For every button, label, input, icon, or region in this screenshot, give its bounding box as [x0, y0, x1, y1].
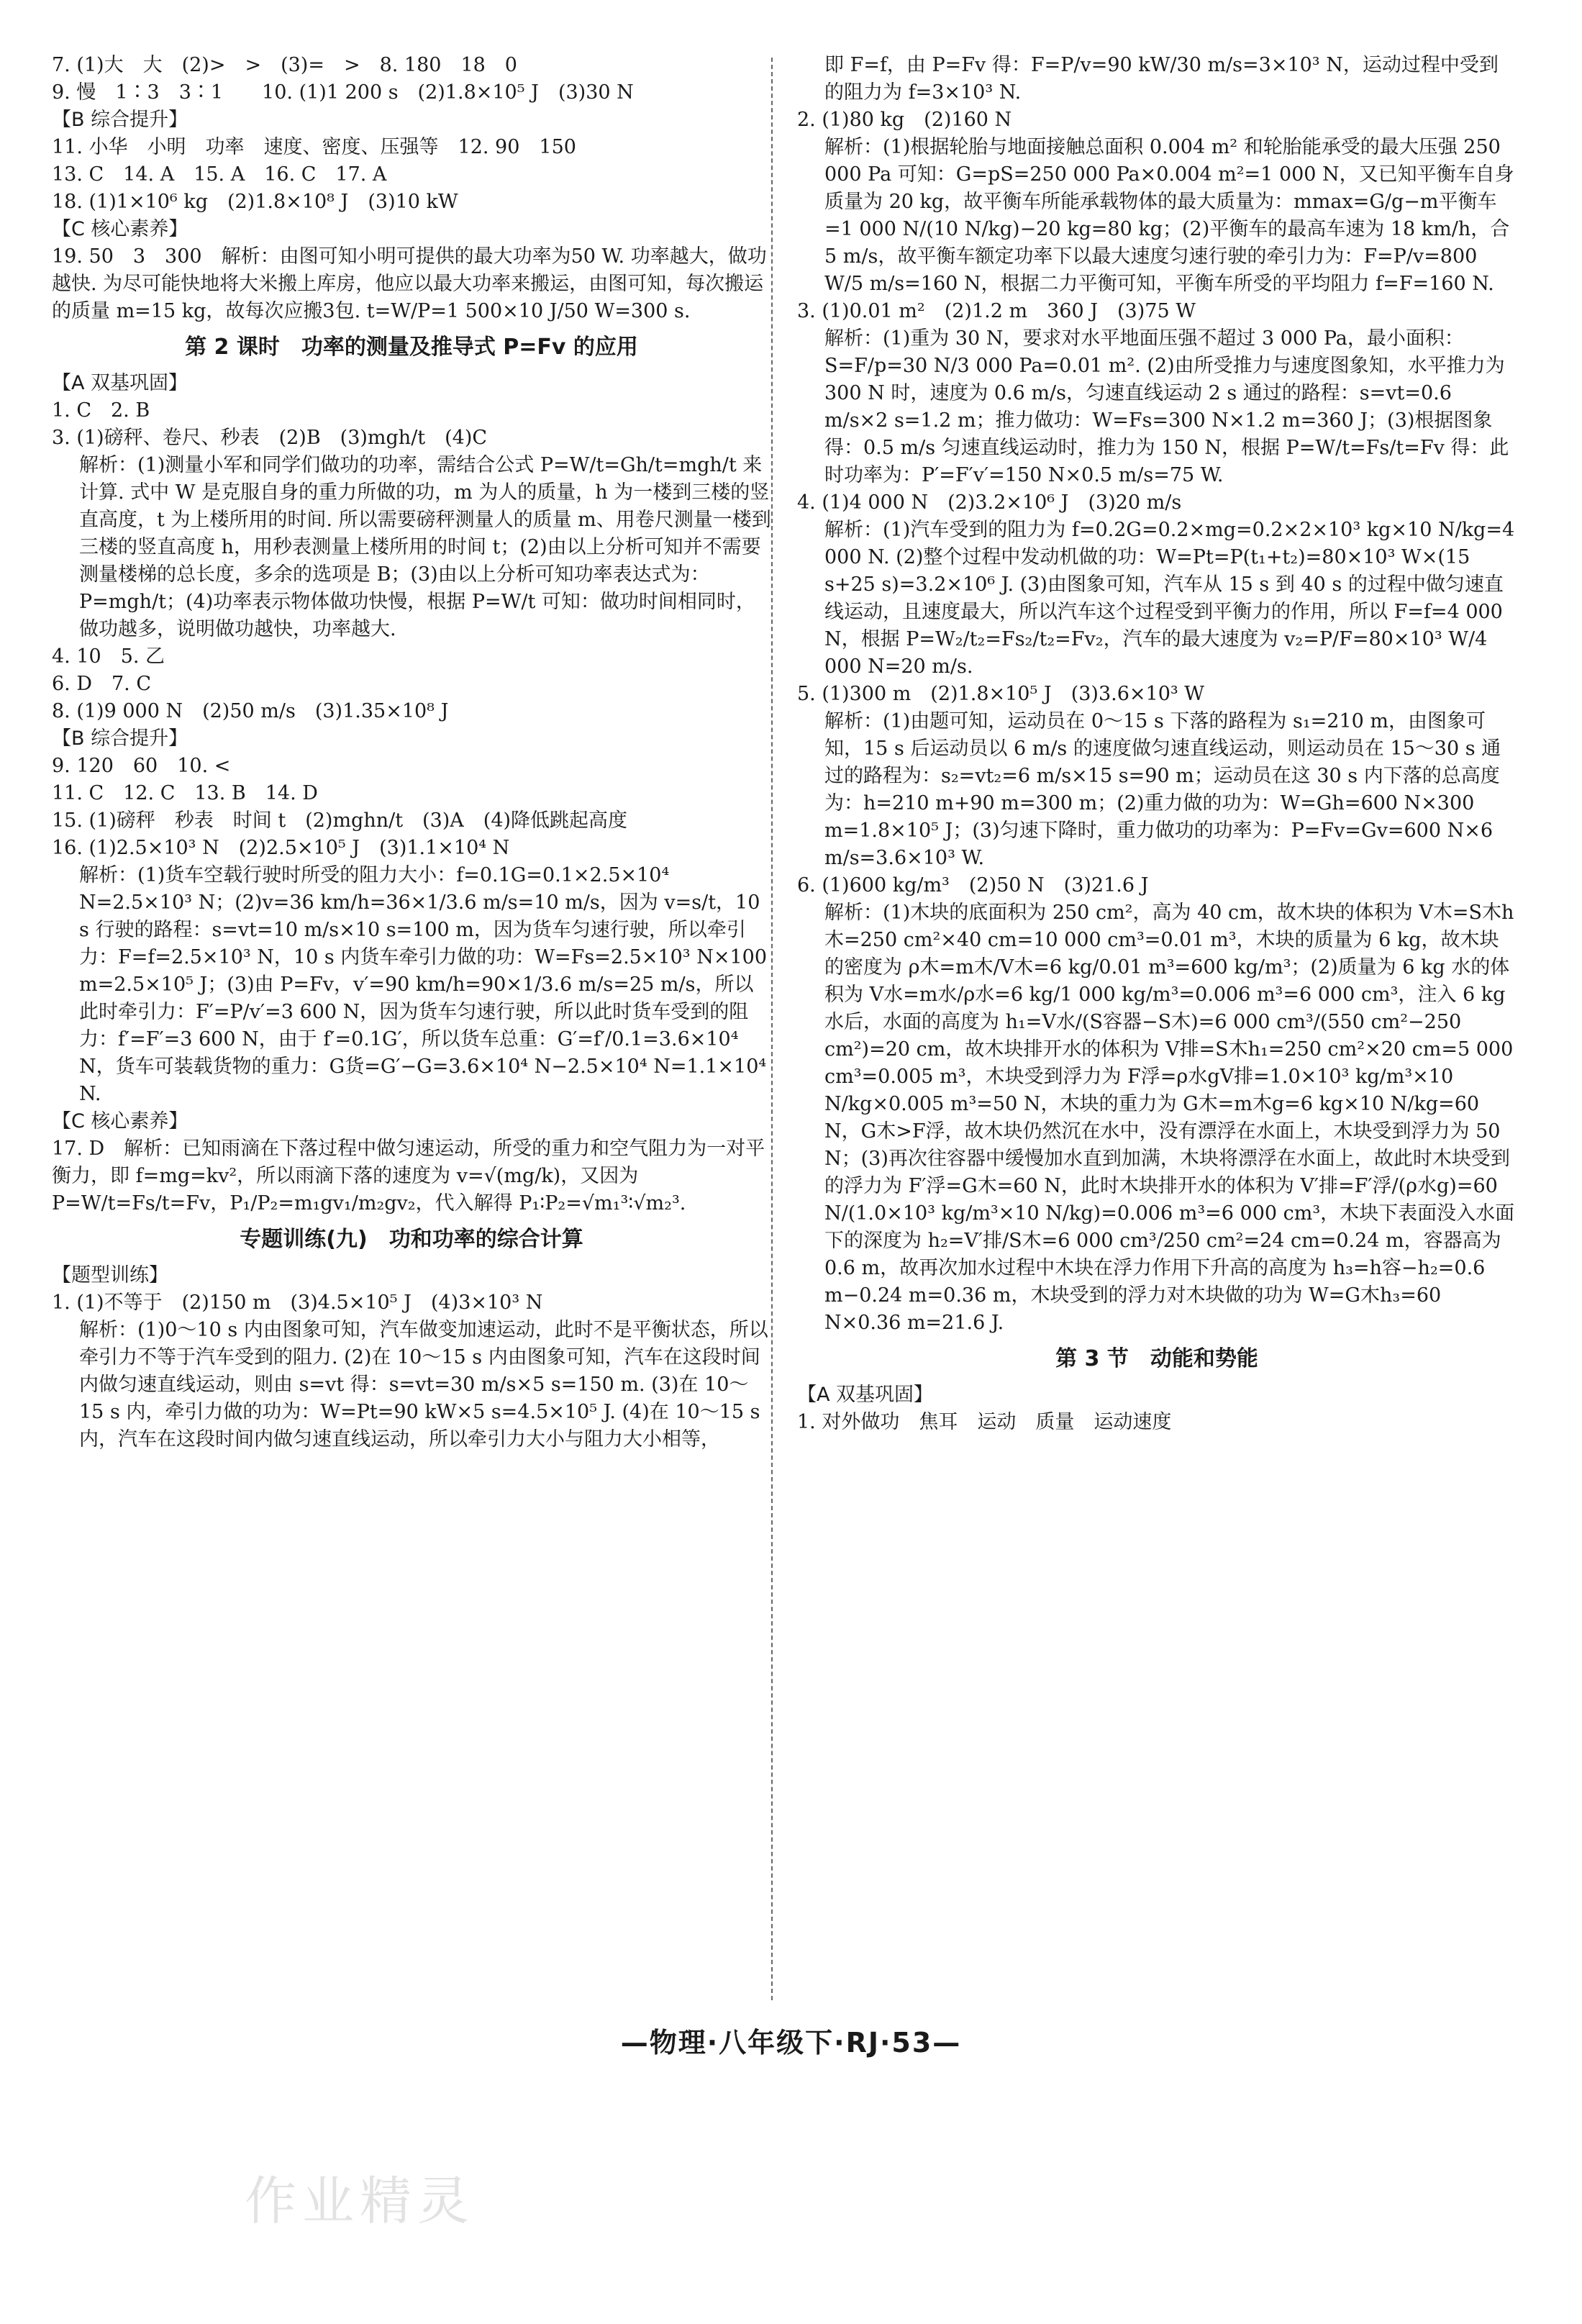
- answer-line: 8. (1)9 000 N (2)50 m/s (3)1.35×10⁸ J: [52, 700, 449, 722]
- answer-line: 1. 对外做功 焦耳 运动 质量 运动速度: [797, 1411, 1172, 1433]
- answer-line: 4. (1)4 000 N (2)3.2×10⁶ J (3)20 m/s: [797, 491, 1182, 514]
- answer-line: 11. 小华 小明 功率 速度、密度、压强等 12. 90 150: [52, 136, 576, 158]
- answer-line: 1. C 2. B: [52, 399, 150, 422]
- solution-text: 解析：(1)0～10 s 内由图象可知，汽车做变加速运动，此时不是平衡状态，所以牵引力不等于汽车受到的阻力. (2)在 10～15 s 内由图象可知，汽车在这段时间内做匀速直线运动，则由 s=vt 得：s=vt=30 m/s×5 s=150 m. (3)在 10～15 s 内，牵引力做的功为：W=Pt=90 kW×5 s=4.5×10⁵ J. (4)在 10～15 s 内，汽车在这段时间内做匀速直线运动，所以牵引力大小与阻力大小相等，: [79, 1319, 768, 1451]
- answer-line: 19. 50 3 300 解析：由图可知小明可提供的最大功率为50 W. 功率越大，做功越快. 为尽可能快地将大米搬上库房，他应以最大功率来搬运，由图可知，每次搬运的质量 m=15 kg，故每次应搬3包. t=W/P=1 500×10 J/50 W=300 s.: [52, 245, 767, 322]
- answer-line: 2. (1)80 kg (2)160 N: [797, 109, 1012, 131]
- page-footer: —物理·八年级下·RJ·53—: [620, 2027, 962, 2059]
- answer-line: 4. 10 5. 乙: [52, 645, 165, 668]
- section-title: 专题训练(九) 功和功率的综合计算: [240, 1227, 583, 1252]
- section-label: 【B 综合提升】: [52, 727, 188, 750]
- answer-line: 7. (1)大 大 (2)> > (3)= > 8. 180 18 0: [52, 54, 517, 76]
- section-label: 【C 核心素养】: [52, 1110, 188, 1133]
- answer-line: 6. D 7. C: [52, 673, 151, 695]
- answer-line: 16. (1)2.5×10³ N (2)2.5×10⁵ J (3)1.1×10⁴ N: [52, 837, 510, 859]
- section-label: 【B 综合提升】: [52, 109, 188, 131]
- solution-text: 解析：(1)重为 30 N，要求对水平地面压强不超过 3 000 Pa，最小面积：S=F/p=30 N/3 000 Pa=0.01 m². (2)由所受推力与速度图象知，水平推力为 300 N 时，速度为 0.6 m/s，匀速直线运动 2 s 通过的路程：s=vt=0.6 m/s×2 s=1.2 m；推力做功：W=Fs=300 N×1.2 m=360 J；(3)根据图象得：0.5 m/s 匀速直线运动时，推力为 150 N，根据 P=W/t=Fs/t=Fv 得：此时功率为：P′=F′v′=150 N×0.5 m/s=75 W.: [824, 327, 1509, 486]
- answer-line: 1. (1)不等于 (2)150 m (3)4.5×10⁵ J (4)3×10³ N: [52, 1292, 543, 1314]
- solution-text: 解析：(1)货车空载行驶时所受的阻力大小：f=0.1G=0.1×2.5×10⁴ N=2.5×10³ N；(2)v=36 km/h=36×1/3.6 m/s=10 m/s，因为 v=s/t，10 s 行驶的路程：s=vt=10 m/s×10 s=100 m，因为货车匀速行驶，所以牵引力：F=f=2.5×10³ N，10 s 内货车牵引力做的功：W=Fs=2.5×10³ N×100 m=2.5×10⁵ J；(3)由 P=Fv，v′=90 km/h=90×1/3.6 m/s=25 m/s，所以此时牵引力：F′=P/v′=3 600 N，因为货车匀速行驶，所以此时货车受到的阻力：f′=F′=3 600 N，由于 f′=0.1G′，所以货车总重：G′=f′/0.1=3.6×10⁴ N，货车可装载货物的重力：G货=G′−G=3.6×10⁴ N−2.5×10⁴ N=1.1×10⁴ N.: [79, 864, 767, 1105]
- section-label: 【题型训练】: [52, 1264, 168, 1286]
- answer-line: 3. (1)0.01 m² (2)1.2 m 360 J (3)75 W: [797, 300, 1196, 322]
- answer-line: 17. D 解析：已知雨滴在下落过程中做匀速运动，所受的重力和空气阻力为一对平衡力，即 f=mg=kv²，所以雨滴下落的速度为 v=√(mg/k)，又因为 P=W/t=Fs/t=Fv，P₁/P₂=m₁gv₁/m₂gv₂，代入解得 P₁∶P₂=√m₁³∶√m₂³.: [52, 1138, 765, 1215]
- section-label: 【A 双基巩固】: [797, 1384, 934, 1406]
- answer-line: 6. (1)600 kg/m³ (2)50 N (3)21.6 J: [797, 874, 1149, 897]
- solution-text: 解析：(1)木块的底面积为 250 cm²，高为 40 cm，故木块的体积为 V木=S木h木=250 cm²×40 cm=10 000 cm³=0.01 m³，木块的质量为 6 kg，故木块的密度为 ρ木=m木/V木=6 kg/0.01 m³=600 kg/m³；(2)质量为 6 kg 水的体积为 V水=m水/ρ水=6 kg/1 000 kg/m³=0.006 m³=6 000 cm³，注入 6 kg 水后，水面的高度为 h₁=V水/(S容器−S木)=6 000 cm³/(550 cm²−250 cm²)=20 cm，故木块排开水的体积为 V排=S木h₁=250 cm²×20 cm=5 000 cm³=0.005 m³，木块受到浮力为 F浮=ρ水gV排=1.0×10³ kg/m³×10 N/kg×0.005 m³=50 N，木块的重力为 G木=m木g=6 kg×10 N/kg=60 N，G木>F浮，故木块仍然沉在水中，没有漂浮在水面上，木块受到浮力为 50 N；(3)再次往容器中缓慢加水直到加满，木块将漂浮在水面上，故此时木块受到的浮力为 F′浮=G木=60 N，此时木块排开水的体积为 V′排=F′浮/(ρ水g)=60 N/(1.0×10³ kg/m³×10 N/kg)=0.006 m³=6 000 cm³，木块下表面没入水面下的深度为 h₂=V′排/S木=6 000 cm³/250 cm²=24 cm=0.24 m，容器高为 0.6 m，故再次加水过程中木块在浮力作用下升高的高度为 h₃=h容−h₂=0.6 m−0.24 m=0.36 m，木块受到的浮力对木块做的功为 W=G木h₃=60 N×0.36 m=21.6 J.: [824, 902, 1515, 1334]
- right-column: [797, 52, 1517, 1436]
- answer-line: 3. (1)磅秤、卷尺、秒表 (2)B (3)mgh/t (4)C: [52, 427, 488, 449]
- column-divider: [771, 58, 773, 2000]
- solution-text: 解析：(1)根据轮胎与地面接触总面积 0.004 m² 和轮胎能承受的最大压强 250 000 Pa 可知：G=pS=250 000 Pa×0.004 m²=1 000 N，又已知平衡车自身质量为 20 kg，故平衡车所能承载物体的最大质量为：mmax=G/g−m平衡车=1 000 N/(10 N/kg)−20 kg=80 kg；(2)平衡车的最高车速为 18 km/h，合 5 m/s，故平衡车额定功率下以最大速度匀速行驶的牵引力为：F=P/v=800 W/5 m/s=160 N，根据二力平衡可知，平衡车所受的平均阻力 f=F=160 N.: [824, 136, 1514, 295]
- solution-text: 即 F=f，由 P=Fv 得：F=P/v=90 kW/30 m/s=3×10³ N，运动过程中受到的阻力为 f=3×10³ N.: [824, 54, 1499, 104]
- watermark: 作业精灵: [245, 2171, 476, 2231]
- section-label: 【C 核心素养】: [52, 218, 188, 240]
- answer-line: 5. (1)300 m (2)1.8×10⁵ J (3)3.6×10³ W: [797, 683, 1205, 705]
- answer-line: 13. C 14. A 15. A 16. C 17. A: [52, 163, 387, 186]
- left-column: [52, 52, 771, 1453]
- solution-text: 解析：(1)由题可知，运动员在 0～15 s 下落的路程为 s₁=210 m，由图象可知，15 s 后运动员以 6 m/s 的速度做匀速直线运动，则运动员在 15～30 s 通过的路程为：s₂=vt₂=6 m/s×15 s=90 m；运动员在这 30 s 内下落的总高度为：h=210 m+90 m=300 m；(2)重力做的功为：W=Gh=600 N×300 m=1.8×10⁵ J；(3)匀速下降时，重力做功的功率为：P=Fv=Gv=600 N×6 m/s=3.6×10³ W.: [824, 710, 1501, 869]
- answer-line: 18. (1)1×10⁶ kg (2)1.8×10⁸ J (3)10 kW: [52, 191, 458, 213]
- section-title: 第 2 课时 功率的测量及推导式 P=Fv 的应用: [185, 335, 638, 360]
- section-label: 【A 双基巩固】: [52, 372, 188, 394]
- answer-line: 9. 慢 1∶3 3∶1 10. (1)1 200 s (2)1.8×10⁵ J (3)30 N: [52, 81, 634, 104]
- solution-text: 解析：(1)测量小军和同学们做功的功率，需结合公式 P=W/t=Gh/t=mgh/t 来计算. 式中 W 是克服自身的重力所做的功，m 为人的质量，h 为一楼到三楼的竖直高度，t 为上楼所用的时间. 所以需要磅秤测量人的质量 m、用卷尺测量一楼到三楼的竖直高度 h，用秒表测量上楼所用的时间 t；(2)由以上分析可知并不需要测量楼梯的总长度，多余的选项是 B；(3)由以上分析可知功率表达式为：P=mgh/t；(4)功率表示物体做功快慢，根据 P=W/t 可知：做功时间相同时，做功越多，说明做功越快，功率越大.: [79, 454, 771, 640]
- answer-line: 11. C 12. C 13. B 14. D: [52, 782, 318, 804]
- answer-line: 15. (1)磅秤 秒表 时间 t (2)mghn/t (3)A (4)降低跳起高度: [52, 809, 628, 832]
- solution-text: 解析：(1)汽车受到的阻力为 f=0.2G=0.2×mg=0.2×2×10³ kg×10 N/kg=4 000 N. (2)整个过程中发动机做的功：W=Pt=P(t₁+t₂)=80×10³ W×(15 s+25 s)=3.2×10⁶ J. (3)由图象可知，汽车从 15 s 到 40 s 的过程中做匀速直线运动，且速度最大，所以汽车这个过程受到平衡力的作用，所以 F=f=4 000 N，根据 P=W₂/t₂=Fs₂/t₂=Fv₂，汽车的最大速度为 v₂=P/F=80×10³ W/4 000 N=20 m/s.: [824, 519, 1515, 678]
- section-title: 第 3 节 动能和势能: [1055, 1346, 1258, 1371]
- answer-line: 9. 120 60 10. <: [52, 755, 231, 777]
